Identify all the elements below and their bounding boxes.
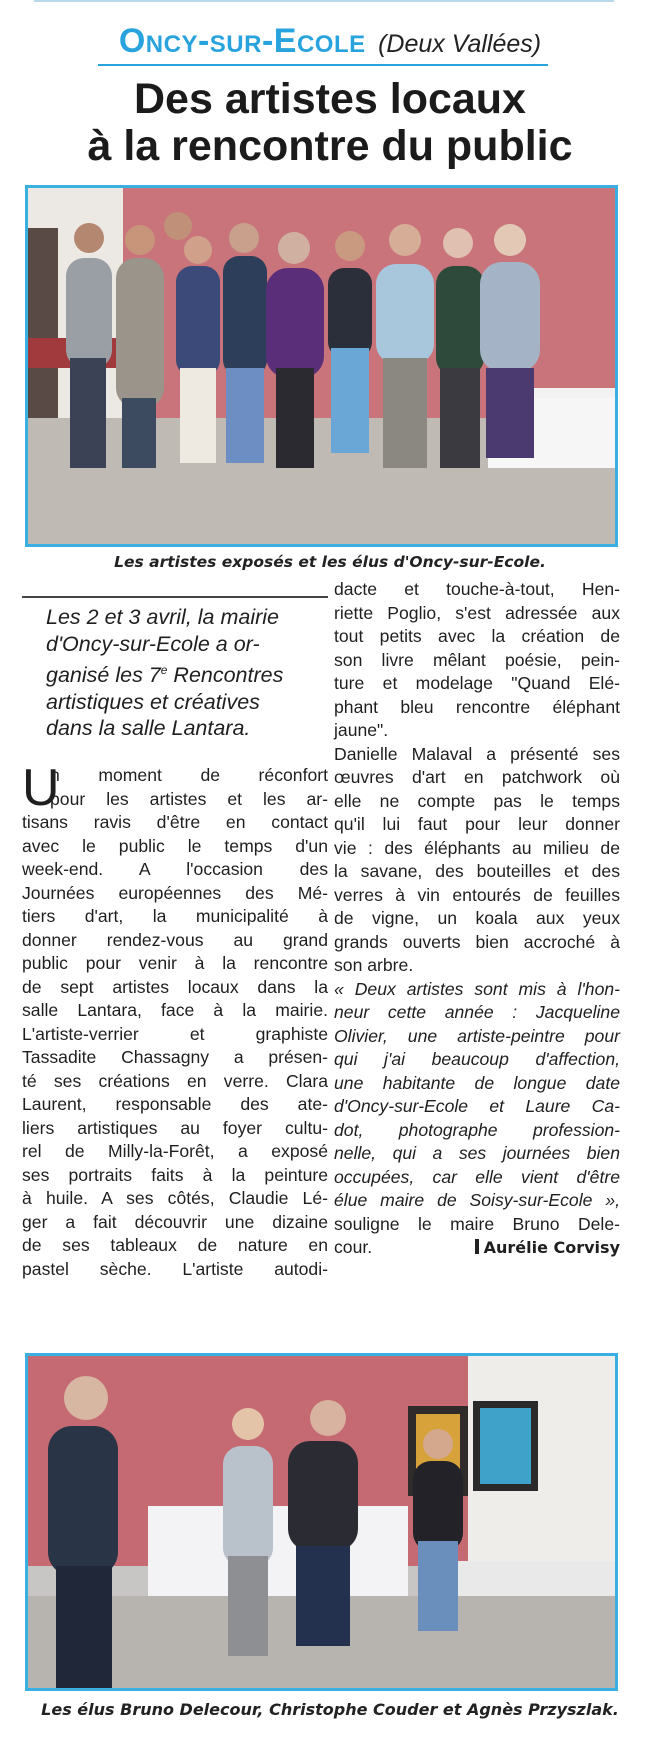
- body-line: la savane, des bouteilles et des: [334, 861, 620, 881]
- body-line: de ses tableaux de nature en: [22, 1235, 328, 1255]
- kicker-town: Oncy-sur-Ecole: [118, 22, 366, 60]
- lead-line-part: ganisé les 7: [46, 663, 161, 688]
- body-line: de sept artistes locaux dans la: [22, 976, 328, 997]
- body-line: donner rendez-vous au grand: [22, 929, 328, 950]
- lead-line: dans la salle Lantara.: [46, 716, 251, 741]
- body-line: rel de Milly-la-Forêt, a exposé: [22, 1141, 328, 1161]
- body-line: jaune".: [334, 720, 389, 740]
- body-column-right: [334, 578, 620, 1260]
- closing-line: [334, 1236, 620, 1260]
- lead-paragraph: [22, 596, 328, 742]
- body-line: riette Poglio, s'est adressée aux: [334, 602, 620, 623]
- body-line: son livre mêlant poésie, pein-: [334, 649, 620, 670]
- headline-line-1: Des artistes locaux: [134, 75, 526, 123]
- officials-photo-illustration: [28, 1356, 615, 1688]
- quote-line: neur cette année : Jacqueline: [334, 1002, 620, 1022]
- group-photo-illustration: [28, 188, 615, 544]
- body-line: liers artistiques au foyer cultu-: [22, 1117, 328, 1138]
- body-line: cour.: [334, 1237, 373, 1257]
- body-column-left: [22, 759, 328, 1281]
- body-line: dacte et touche-à-tout, Hen-: [334, 579, 620, 599]
- kicker-area: (Deux Vallées): [378, 30, 542, 58]
- quote-line: d'Oncy-sur-Ecole et Laure Ca-: [334, 1096, 620, 1116]
- body-line: avec le public le temps d'un: [22, 835, 328, 856]
- body-line: qu'il lui faut pour leur donner: [334, 814, 620, 834]
- top-photo: [25, 185, 618, 547]
- body-line: tisans ravis d'être en contact: [22, 812, 328, 832]
- quote-line: occupées, car elle vient d'être: [334, 1166, 620, 1187]
- body-line: Tassadite Chassagny a présen-: [22, 1047, 328, 1067]
- body-line: de vigne, un koala aux yeux: [334, 908, 620, 928]
- quote-line: élue maire de Soisy-sur-Ecole »,: [334, 1190, 620, 1210]
- body-line: verres à vin entourés de feuilles: [334, 884, 620, 905]
- body-line: souligne le maire Bruno Dele-: [334, 1213, 620, 1234]
- lead-line-part: Rencontres: [167, 663, 284, 688]
- kicker: [0, 22, 660, 61]
- author-signature: Aurélie Corvisy: [475, 1236, 620, 1260]
- headline-line-2: à la rencontre du public: [87, 122, 573, 170]
- headline: [0, 76, 660, 170]
- body-line: Journées européennes des Mé-: [22, 882, 328, 903]
- body-line: pastel sèche. L'artiste autodi-: [22, 1258, 328, 1279]
- lead-line: Les 2 et 3 avril, la mairie: [46, 605, 280, 629]
- drop-cap: U: [22, 759, 60, 817]
- quote-line: qui j'ai beaucoup d'affection,: [334, 1049, 620, 1069]
- body-line: public pour venir à la rencontre: [22, 953, 328, 973]
- body-line: L'artiste-verrier et graphiste: [22, 1023, 328, 1044]
- bottom-photo-caption: Les élus Bruno Delecour, Christophe Couder et Agnès Przyszlak.: [41, 1700, 619, 1719]
- body-line: son arbre.: [334, 955, 414, 975]
- quote-line: Olivier, une artiste-peintre pour: [334, 1025, 620, 1046]
- lead-line: [46, 657, 328, 689]
- body-line: salle Lantara, face à la mairie.: [22, 1000, 328, 1020]
- body-line: tiers d'art, la municipalité à: [22, 906, 328, 926]
- quote-line: nelle, qui a ses journées bien: [334, 1143, 620, 1163]
- body-line: té ses créations en verre. Clara: [22, 1070, 328, 1091]
- body-line: pour les artistes et les ar-: [50, 788, 328, 809]
- lead-line: artistiques et créatives: [46, 689, 260, 714]
- kicker-underline: [98, 64, 548, 66]
- top-rule: [34, 0, 614, 2]
- bottom-photo: [25, 1353, 618, 1691]
- body-line: tout petits avec la création de: [334, 626, 620, 646]
- body-line: à huile. A ses côtés, Claudie Lé-: [22, 1188, 328, 1208]
- body-line: phant bleu rencontre éléphant: [334, 696, 620, 717]
- quote-line: dot, photographe profession-: [334, 1119, 620, 1140]
- body-line: grands ouverts bien accroché à: [334, 931, 620, 952]
- body-line: ture et modelage "Quand Elé-: [334, 673, 620, 693]
- body-line: elle ne compte pas le temps: [334, 790, 620, 811]
- quote-line: « Deux artistes sont mis à l'hon-: [334, 978, 620, 999]
- body-line: n moment de réconfort: [50, 765, 328, 785]
- lead-ordinal-suffix: e: [160, 663, 168, 677]
- body-line: ger a fait découvrir une dizaine: [22, 1211, 328, 1232]
- body-line: œuvres d'art en patchwork où: [334, 767, 620, 787]
- body-line: week-end. A l'occasion des: [22, 859, 328, 879]
- top-photo-caption: Les artistes exposés et les élus d'Oncy-sur-Ecole.: [114, 553, 546, 571]
- body-line: Danielle Malaval a présenté ses: [334, 743, 620, 764]
- body-line: ses portraits faits à la peinture: [22, 1164, 328, 1185]
- quote-line: une habitante de longue date: [334, 1072, 620, 1093]
- lead-line: d'Oncy-sur-Ecole a or-: [46, 631, 260, 656]
- body-line: vie : des éléphants au milieu de: [334, 837, 620, 858]
- body-line: Laurent, responsable des ate-: [22, 1094, 328, 1114]
